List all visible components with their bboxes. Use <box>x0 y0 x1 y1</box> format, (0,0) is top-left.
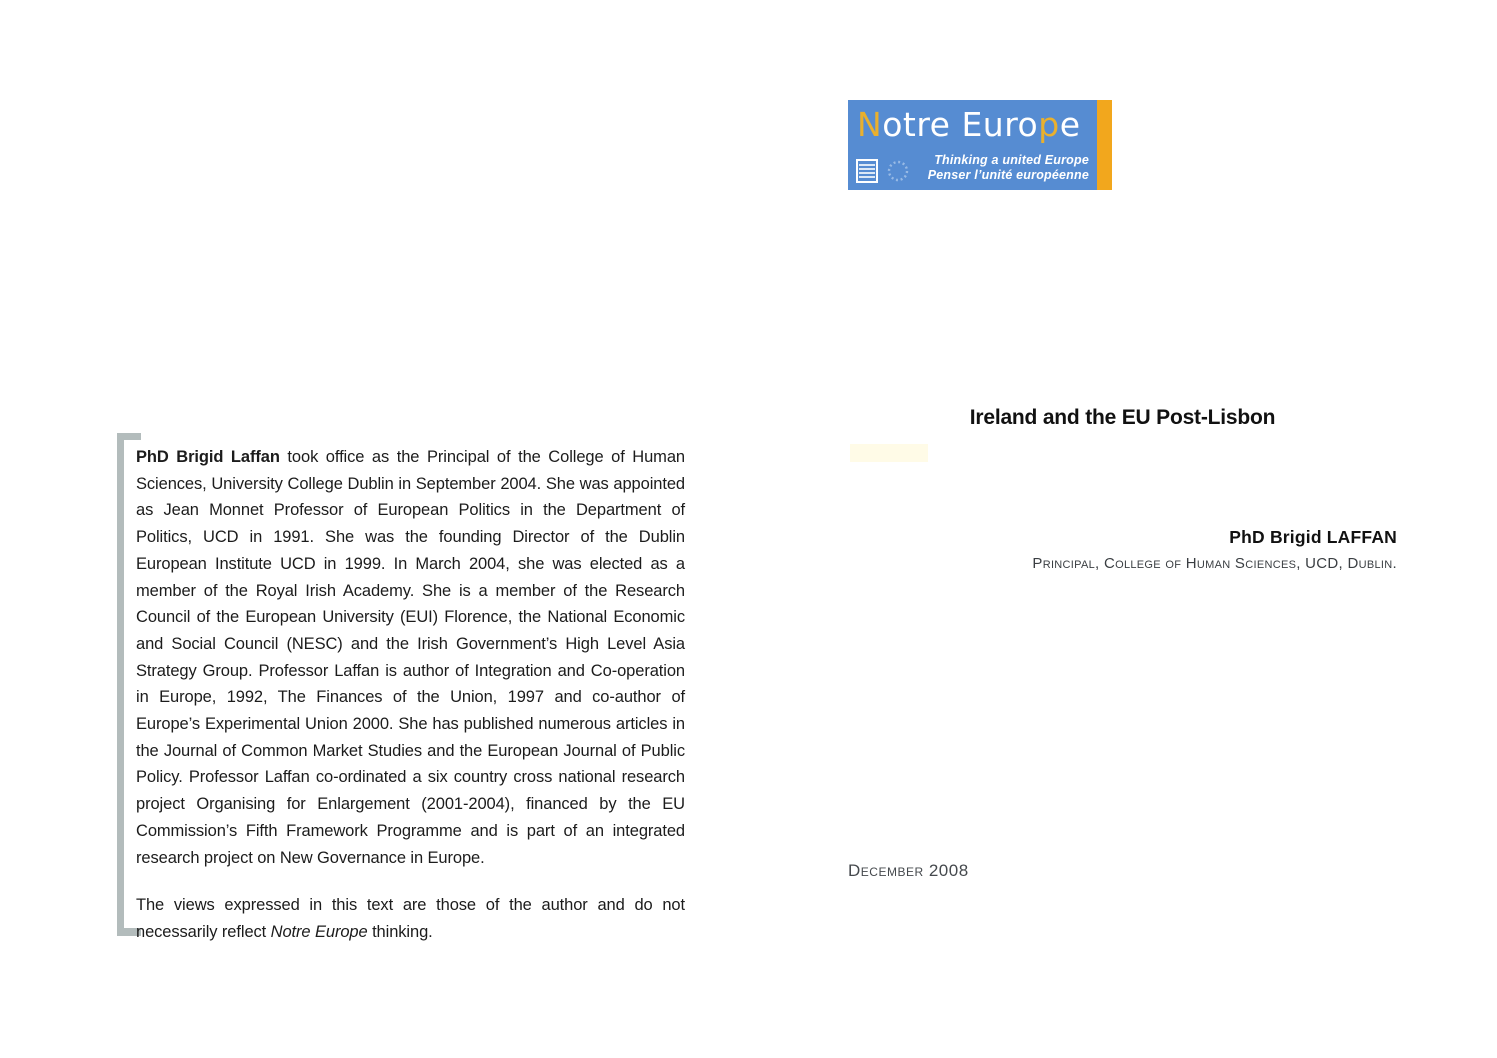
logo-tagline-fr: Penser l’unité européenne <box>927 168 1089 182</box>
disclaimer-org-name: Notre Europe <box>270 922 368 941</box>
author-bio-body: took office as the Principal of the College of Human Sciences, University College Dublin in September 2004. She was appointed as Jean Monnet Professor of European Politics in the Department of Politics, UCD in 1991. She was the founding Director of the Dublin European Institute UCD in 1999. In March 2004, she was elected as a member of the Royal Irish Academy. She is a member of the Research Council of the European University (EUI) Florence, the National Economic and Social Council (NESC) and the Irish Government’s High Level Asia Strategy Group. Professor Laffan is author of Integration and Co-operation in Europe, 1992, The Finances of the Union, 1997 and co-author of Europe’s Experimental Union 2000. She has published numerous articles in the Journal of Common Market Studies and the European Journal of Public Policy. Professor Laffan co-ordinated a six country cross national research project Organising for Enlargement (2001-2004), financed by the EU Commission’s Fifth Framework Programme and is part of an integrated research project on New Governance in Europe. <box>136 448 685 867</box>
logo-accent-bar <box>1097 100 1112 190</box>
margin-bracket <box>117 433 124 936</box>
logo-taglines <box>910 153 1091 183</box>
notre-europe-logo <box>848 100 1112 190</box>
author-bio-paragraph <box>136 444 685 871</box>
document-lines-icon <box>856 159 878 183</box>
document-title: Ireland and the EU Post-Lisbon <box>969 406 1276 429</box>
disclaimer-paragraph <box>136 892 685 945</box>
author-block <box>1032 527 1397 572</box>
author-affiliation: Principal, College of Human Sciences, UCD, Dublin. <box>1032 555 1397 572</box>
logo-blue-panel <box>848 100 1097 190</box>
highlight-mark <box>850 444 928 462</box>
logo-tagline-en: Thinking a united Europe <box>934 153 1089 167</box>
eu-stars-icon <box>886 159 910 183</box>
logo-letter-accent-n: N <box>857 105 883 144</box>
author-bio-block <box>136 444 685 946</box>
logo-wordmark <box>857 105 1091 144</box>
disclaimer-text-pre: The views expressed in this text are those of the author and do not necessarily reflect <box>136 896 685 941</box>
disclaimer-text-post: thinking. <box>367 922 433 941</box>
logo-letters: otre Euro <box>882 105 1039 144</box>
author-bio-lead: PhD Brigid Laffan <box>136 448 280 466</box>
logo-bottom-row <box>856 153 1091 183</box>
author-name: PhD Brigid LAFFAN <box>1229 527 1397 547</box>
publication-date: December 2008 <box>848 861 969 880</box>
logo-letter-e: e <box>1059 105 1081 144</box>
logo-letter-accent-p: p <box>1038 105 1060 144</box>
